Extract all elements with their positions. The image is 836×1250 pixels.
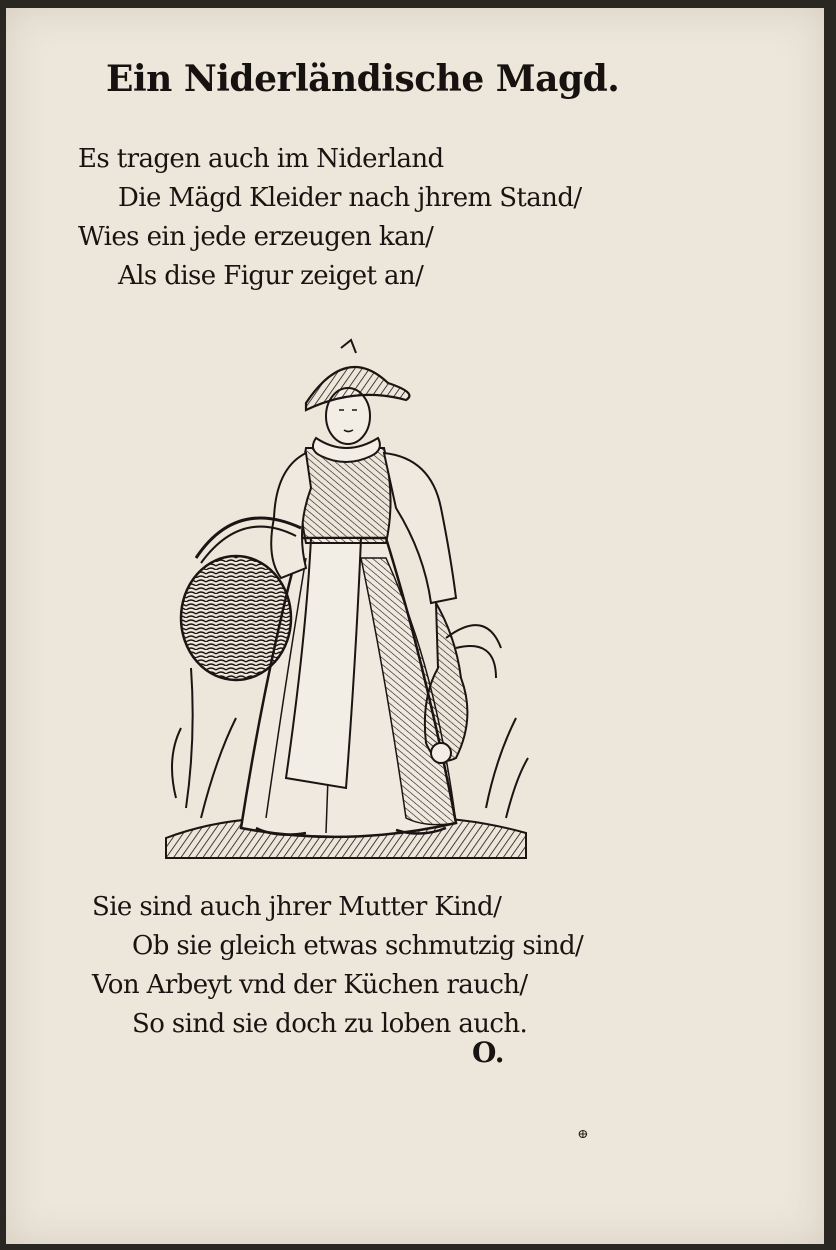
signature-mark: O. xyxy=(472,1036,505,1069)
verse-line: So sind sie doch zu loben auch. xyxy=(132,1009,528,1039)
printer-ornament: ⴲ xyxy=(578,1128,588,1141)
verse-line: Als dise Figur zeiget an/ xyxy=(118,261,424,291)
page-title: Ein Niderländische Magd. xyxy=(106,58,620,100)
verse-line: Wies ein jede erzeugen kan/ xyxy=(78,222,434,252)
verse-line: Die Mägd Kleider nach jhrem Stand/ xyxy=(118,183,582,213)
book-page xyxy=(6,8,824,1244)
verse-line: Von Arbeyt vnd der Küchen rauch/ xyxy=(92,970,528,1000)
verse-stanza-top xyxy=(78,140,582,296)
woodcut-illustration xyxy=(156,338,536,868)
verse-stanza-bottom xyxy=(92,888,583,1044)
verse-line: Es tragen auch im Niderland xyxy=(78,144,444,174)
verse-line: Sie sind auch jhrer Mutter Kind/ xyxy=(92,892,502,922)
verse-line: Ob sie gleich etwas schmutzig sind/ xyxy=(132,931,584,961)
